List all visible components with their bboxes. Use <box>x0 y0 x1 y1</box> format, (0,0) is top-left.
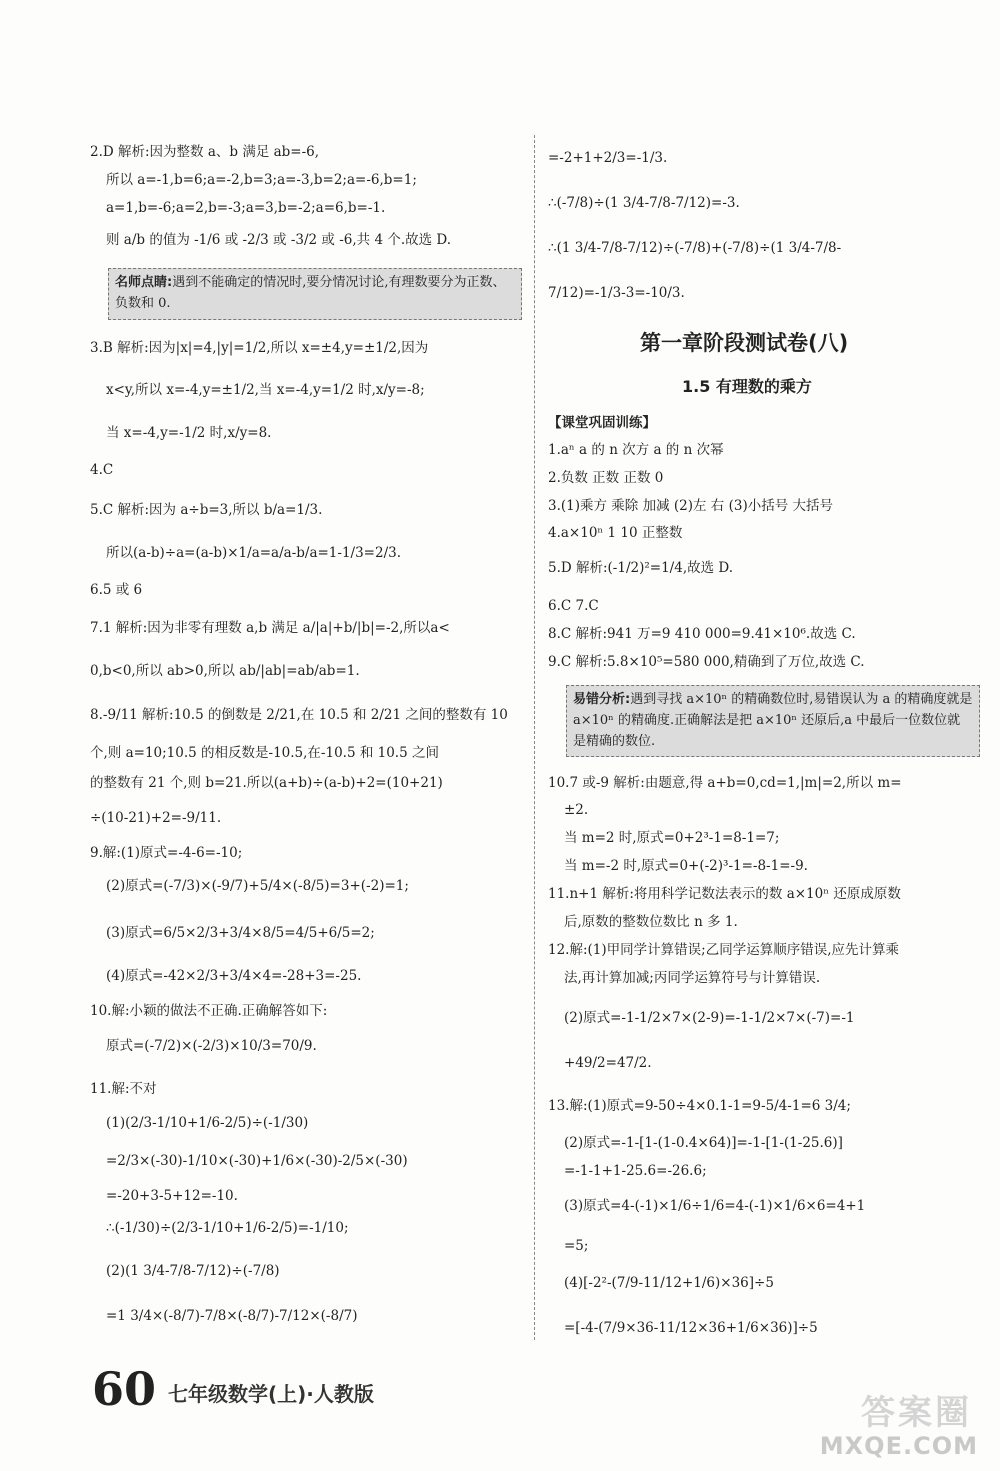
answer-line: 当 x=-4,y=-1/2 时,x/y=8. <box>106 425 272 441</box>
answer-line: (1)(2/3-1/10+1/6-2/5)÷(-1/30) <box>106 1115 309 1131</box>
answer-line: 0,b<0,所以 ab>0,所以 ab/|ab|=ab/ab=1. <box>90 663 360 679</box>
answer-line: 12.解:(1)甲同学计算错误;乙同学运算顺序错误,应先计算乘 <box>548 942 899 958</box>
answer-line: 8.-9/11 解析:10.5 的倒数是 2/21,在 10.5 和 2/21 之间的整数有 10 <box>90 707 508 723</box>
answer-line: 当 m=-2 时,原式=0+(-2)³-1=-8-1=-9. <box>564 858 808 874</box>
column-divider <box>534 135 535 1340</box>
answer-line: 个,则 a=10;10.5 的相反数是-10.5,在-10.5 和 10.5 之间 <box>90 745 439 761</box>
answer-line: (4)原式=-42×2/3+3/4×4=-28+3=-25. <box>106 968 362 984</box>
answer-line: =[-4-(7/9×36-11/12×36+1/6×36)]÷5 <box>564 1320 818 1336</box>
answer-line: 当 m=2 时,原式=0+2³-1=8-1=7; <box>564 830 780 846</box>
answer-line: ∴(-7/8)÷(1 3/4-7/8-7/12)=-3. <box>548 195 740 211</box>
answer-line: 的整数有 21 个,则 b=21.所以(a+b)÷(a-b)+2=(10+21) <box>90 775 443 791</box>
answer-line: 所以(a-b)÷a=(a-b)×1/a=a/a-b/a=1-1/3=2/3. <box>106 545 402 561</box>
answer-line: a=1,b=-6;a=2,b=-3;a=3,b=-2;a=6,b=-1. <box>106 200 386 216</box>
answer-line: 所以 a=-1,b=6;a=-2,b=3;a=-3,b=2;a=-6,b=1; <box>106 172 417 188</box>
answer-line: 11.解:不对 <box>90 1081 157 1097</box>
answer-line: 3.(1)乘方 乘除 加减 (2)左 右 (3)小括号 大括号 <box>548 498 833 514</box>
book-title: 七年级数学(上)·人教版 <box>168 1382 374 1406</box>
answer-line: 4.a×10ⁿ 1 10 正整数 <box>548 525 683 541</box>
answer-line: 9.C 解析:5.8×10⁵=580 000,精确到了万位,故选 C. <box>548 654 865 670</box>
watermark-logo: 答案圈 <box>861 1393 972 1433</box>
answer-line: (2)(1 3/4-7/8-7/12)÷(-7/8) <box>106 1263 280 1279</box>
answer-line: 4.C <box>90 462 114 478</box>
answer-line: 7/12)=-1/3-3=-10/3. <box>548 285 685 301</box>
answer-line: ∴(-1/30)÷(2/3-1/10+1/6-2/5)=-1/10; <box>106 1220 349 1236</box>
answer-line: 5.C 解析:因为 a÷b=3,所以 b/a=1/3. <box>90 502 323 518</box>
error-analysis-box <box>566 685 980 757</box>
answer-line: =5; <box>564 1238 589 1254</box>
answer-line: =2/3×(-30)-1/10×(-30)+1/6×(-30)-2/5×(-30) <box>106 1153 408 1169</box>
answer-line: (3)原式=4-(-1)×1/6÷1/6=4-(-1)×1/6×6=4+1 <box>564 1198 866 1214</box>
answer-line: x<y,所以 x=-4,y=±1/2,当 x=-4,y=1/2 时,x/y=-8; <box>106 382 425 398</box>
page-number: 60 <box>92 1362 157 1416</box>
answer-line: 则 a/b 的值为 -1/6 或 -2/3 或 -3/2 或 -6,共 4 个.故选 D. <box>106 232 452 248</box>
answer-line: 3.B 解析:因为|x|=4,|y|=1/2,所以 x=±4,y=±1/2,因为 <box>90 340 429 356</box>
answer-line: (2)原式=(-7/3)×(-9/7)+5/4×(-8/5)=3+(-2)=1; <box>106 878 409 894</box>
answer-line: =-2+1+2/3=-1/3. <box>548 150 668 166</box>
answer-line: 5.D 解析:(-1/2)²=1/4,故选 D. <box>548 560 734 576</box>
answer-line: 6.C 7.C <box>548 598 599 614</box>
answer-line: ∴(1 3/4-7/8-7/12)÷(-7/8)+(-7/8)÷(1 3/4-7/8- <box>548 240 842 256</box>
answer-line: ÷(10-21)+2=-9/11. <box>90 810 222 826</box>
tip-label: 易错分析: <box>573 692 631 707</box>
answer-line: 11.n+1 解析:将用科学记数法表示的数 a×10ⁿ 还原成原数 <box>548 886 901 902</box>
answer-line: =1 3/4×(-8/7)-7/8×(-8/7)-7/12×(-8/7) <box>106 1308 358 1324</box>
answer-line: 10.解:小颖的做法不正确.正确解答如下: <box>90 1003 328 1019</box>
answer-line: 7.1 解析:因为非零有理数 a,b 满足 a/|a|+b/|b|=-2,所以a< <box>90 620 450 636</box>
section-title: 1.5 有理数的乘方 <box>682 377 812 396</box>
answer-line: (3)原式=6/5×2/3+3/4×8/5=4/5+6/5=2; <box>106 925 375 941</box>
answer-line: 原式=(-7/2)×(-2/3)×10/3=70/9. <box>106 1038 317 1054</box>
answer-line: 6.5 或 6 <box>90 582 143 598</box>
answer-line: 后,原数的整数位数比 n 多 1. <box>564 914 738 930</box>
answer-line: (2)原式=-1-1/2×7×(2-9)=-1-1/2×7×(-7)=-1 <box>564 1010 855 1026</box>
tip-text: 遇到寻找 a×10ⁿ 的精确数位时,易错误认为 a 的精确度就是 a×10ⁿ 的精确度.正确解法是把 a×10ⁿ 还原后,a 中最后一位数位就是精确的数位. <box>573 692 973 749</box>
answer-line: =-1-1+1-25.6=-26.6; <box>564 1163 707 1179</box>
answer-line: (4)[-2²-(7/9-11/12+1/6)×36]÷5 <box>564 1275 774 1291</box>
tip-text: 遇到不能确定的情况时,要分情况讨论,有理数要分为正数、负数和 0. <box>115 275 506 311</box>
watermark-url: MXQE.COM <box>819 1432 978 1460</box>
answer-line: 1.aⁿ a 的 n 次方 a 的 n 次幂 <box>548 442 724 458</box>
answer-line: 法,再计算加减;丙同学运算符号与计算错误. <box>564 970 821 986</box>
answer-line: 8.C 解析:941 万=9 410 000=9.41×10⁶.故选 C. <box>548 626 856 642</box>
answer-line: 13.解:(1)原式=9-50÷4×0.1-1=9-5/4-1=6 3/4; <box>548 1098 851 1114</box>
answer-line: 2.D 解析:因为整数 a、b 满足 ab=-6, <box>90 144 320 160</box>
answer-line: ±2. <box>564 802 589 818</box>
answer-line: +49/2=47/2. <box>564 1055 652 1071</box>
answer-line: (2)原式=-1-[1-(1-0.4×64)]=-1-[1-(1-25.6)] <box>564 1135 843 1151</box>
answer-line: 9.解:(1)原式=-4-6=-10; <box>90 845 243 861</box>
answer-line: =-20+3-5+12=-10. <box>106 1188 238 1204</box>
chapter-title: 第一章阶段测试卷(八) <box>640 331 849 355</box>
answer-line: 10.7 或-9 解析:由题意,得 a+b=0,cd=1,|m|=2,所以 m= <box>548 775 902 791</box>
answer-line: 【课堂巩固训练】 <box>548 415 656 431</box>
teacher-tip-box <box>108 268 522 320</box>
tip-label: 名师点睛: <box>115 275 173 290</box>
answer-line: 2.负数 正数 正数 0 <box>548 470 664 486</box>
